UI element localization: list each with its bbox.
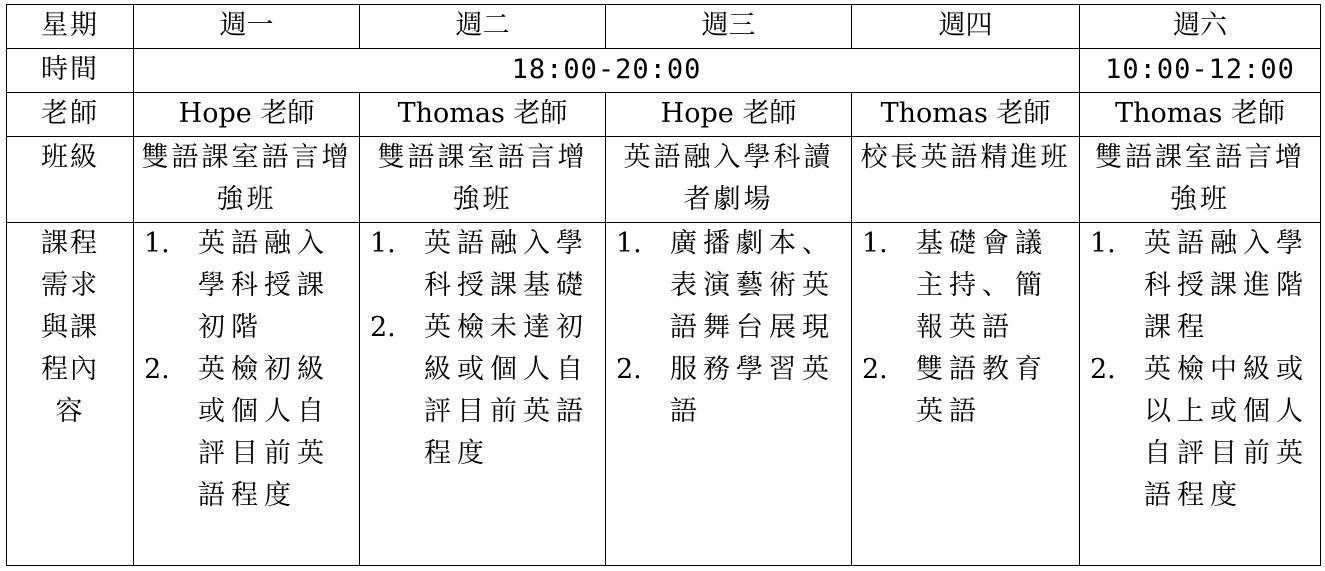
- list-number: 1.: [862, 228, 888, 259]
- list-text: 廣播劇本、表演藝術英語舞台展現: [670, 228, 835, 343]
- requirement-list: [360, 223, 605, 475]
- content-row: [7, 223, 1321, 566]
- weekday-time-cell: [134, 49, 1080, 93]
- requirement-list: [606, 223, 851, 433]
- day-tuesday: 週二: [360, 5, 606, 49]
- weekday-label: 星期: [7, 5, 134, 49]
- weekday-time: 18:00-20:00: [511, 54, 702, 85]
- list-number: 2.: [616, 354, 642, 385]
- teacher-monday: Hope 老師: [134, 93, 360, 137]
- class-thursday: [852, 137, 1080, 223]
- list-text: 服務學習英語: [670, 354, 835, 427]
- list-item: [616, 223, 845, 349]
- saturday-time-cell: [1080, 49, 1321, 93]
- list-item: [616, 349, 845, 433]
- class-wednesday: [606, 137, 852, 223]
- list-text: 基礎會議主持、簡報英語: [916, 228, 1048, 343]
- list-number: 1.: [1090, 228, 1116, 259]
- day-wednesday: 週三: [606, 5, 852, 49]
- list-text: 雙語教育英語: [916, 354, 1048, 427]
- content-monday: [134, 223, 360, 566]
- requirement-list: [134, 223, 359, 517]
- content-label: 課程需求與課程內容: [40, 228, 99, 427]
- list-text: 英語融入學科授課初階: [198, 228, 330, 343]
- teacher-saturday: Thomas 老師: [1080, 93, 1321, 137]
- list-item: [370, 307, 599, 475]
- time-row: [7, 49, 1321, 93]
- requirement-list: [1080, 223, 1320, 517]
- header-row: [7, 5, 1321, 49]
- list-item: [144, 349, 353, 517]
- list-item: [1090, 349, 1314, 517]
- day-monday: 週一: [134, 5, 360, 49]
- list-item: [370, 223, 599, 307]
- class-monday: [134, 137, 360, 223]
- class-tuesday: [360, 137, 606, 223]
- class-saturday: [1080, 137, 1321, 223]
- time-label: 時間: [7, 49, 134, 93]
- content-tuesday: [360, 223, 606, 566]
- teacher-thursday: Thomas 老師: [852, 93, 1080, 137]
- content-thursday: [852, 223, 1080, 566]
- schedule-table: [6, 4, 1321, 566]
- list-number: 2.: [1090, 354, 1116, 385]
- list-item: [1090, 223, 1314, 349]
- list-number: 1.: [616, 228, 642, 259]
- class-name: 雙語課室語言增強班: [377, 142, 588, 215]
- teacher-row: [7, 93, 1321, 137]
- class-name: 雙語課室語言增強班: [141, 142, 352, 215]
- list-number: 1.: [144, 228, 170, 259]
- list-text: 英語融入學科授課基礎: [424, 228, 589, 301]
- list-text: 英檢初級或個人自評目前英語程度: [198, 354, 330, 511]
- teacher-tuesday: Thomas 老師: [360, 93, 606, 137]
- list-number: 1.: [370, 228, 396, 259]
- list-item: [862, 223, 1073, 349]
- content-wednesday: [606, 223, 852, 566]
- content-label-cell: [7, 223, 134, 566]
- day-saturday: 週六: [1080, 5, 1321, 49]
- teacher-label: 老師: [7, 93, 134, 137]
- teacher-wednesday: Hope 老師: [606, 93, 852, 137]
- day-thursday: 週四: [852, 5, 1080, 49]
- list-text: 英語融入學科授課進階課程: [1144, 228, 1309, 343]
- list-item: [862, 349, 1073, 433]
- schedule-page: [6, 4, 1320, 567]
- list-text: 英檢未達初級或個人自評目前英語程度: [424, 312, 589, 469]
- list-number: 2.: [370, 312, 396, 343]
- list-text: 英檢中級或以上或個人自評目前英語程度: [1144, 354, 1309, 511]
- class-row: [7, 137, 1321, 223]
- class-name: 校長英語精進班: [860, 142, 1071, 173]
- class-label: 班級: [7, 137, 134, 223]
- class-name: 雙語課室語言增強班: [1095, 142, 1305, 215]
- class-name: 英語融入學科讀者劇場: [623, 142, 834, 215]
- saturday-time: 10:00-12:00: [1105, 54, 1295, 85]
- list-number: 2.: [862, 354, 888, 385]
- list-item: [144, 223, 353, 349]
- content-saturday: [1080, 223, 1321, 566]
- list-number: 2.: [144, 354, 170, 385]
- requirement-list: [852, 223, 1079, 433]
